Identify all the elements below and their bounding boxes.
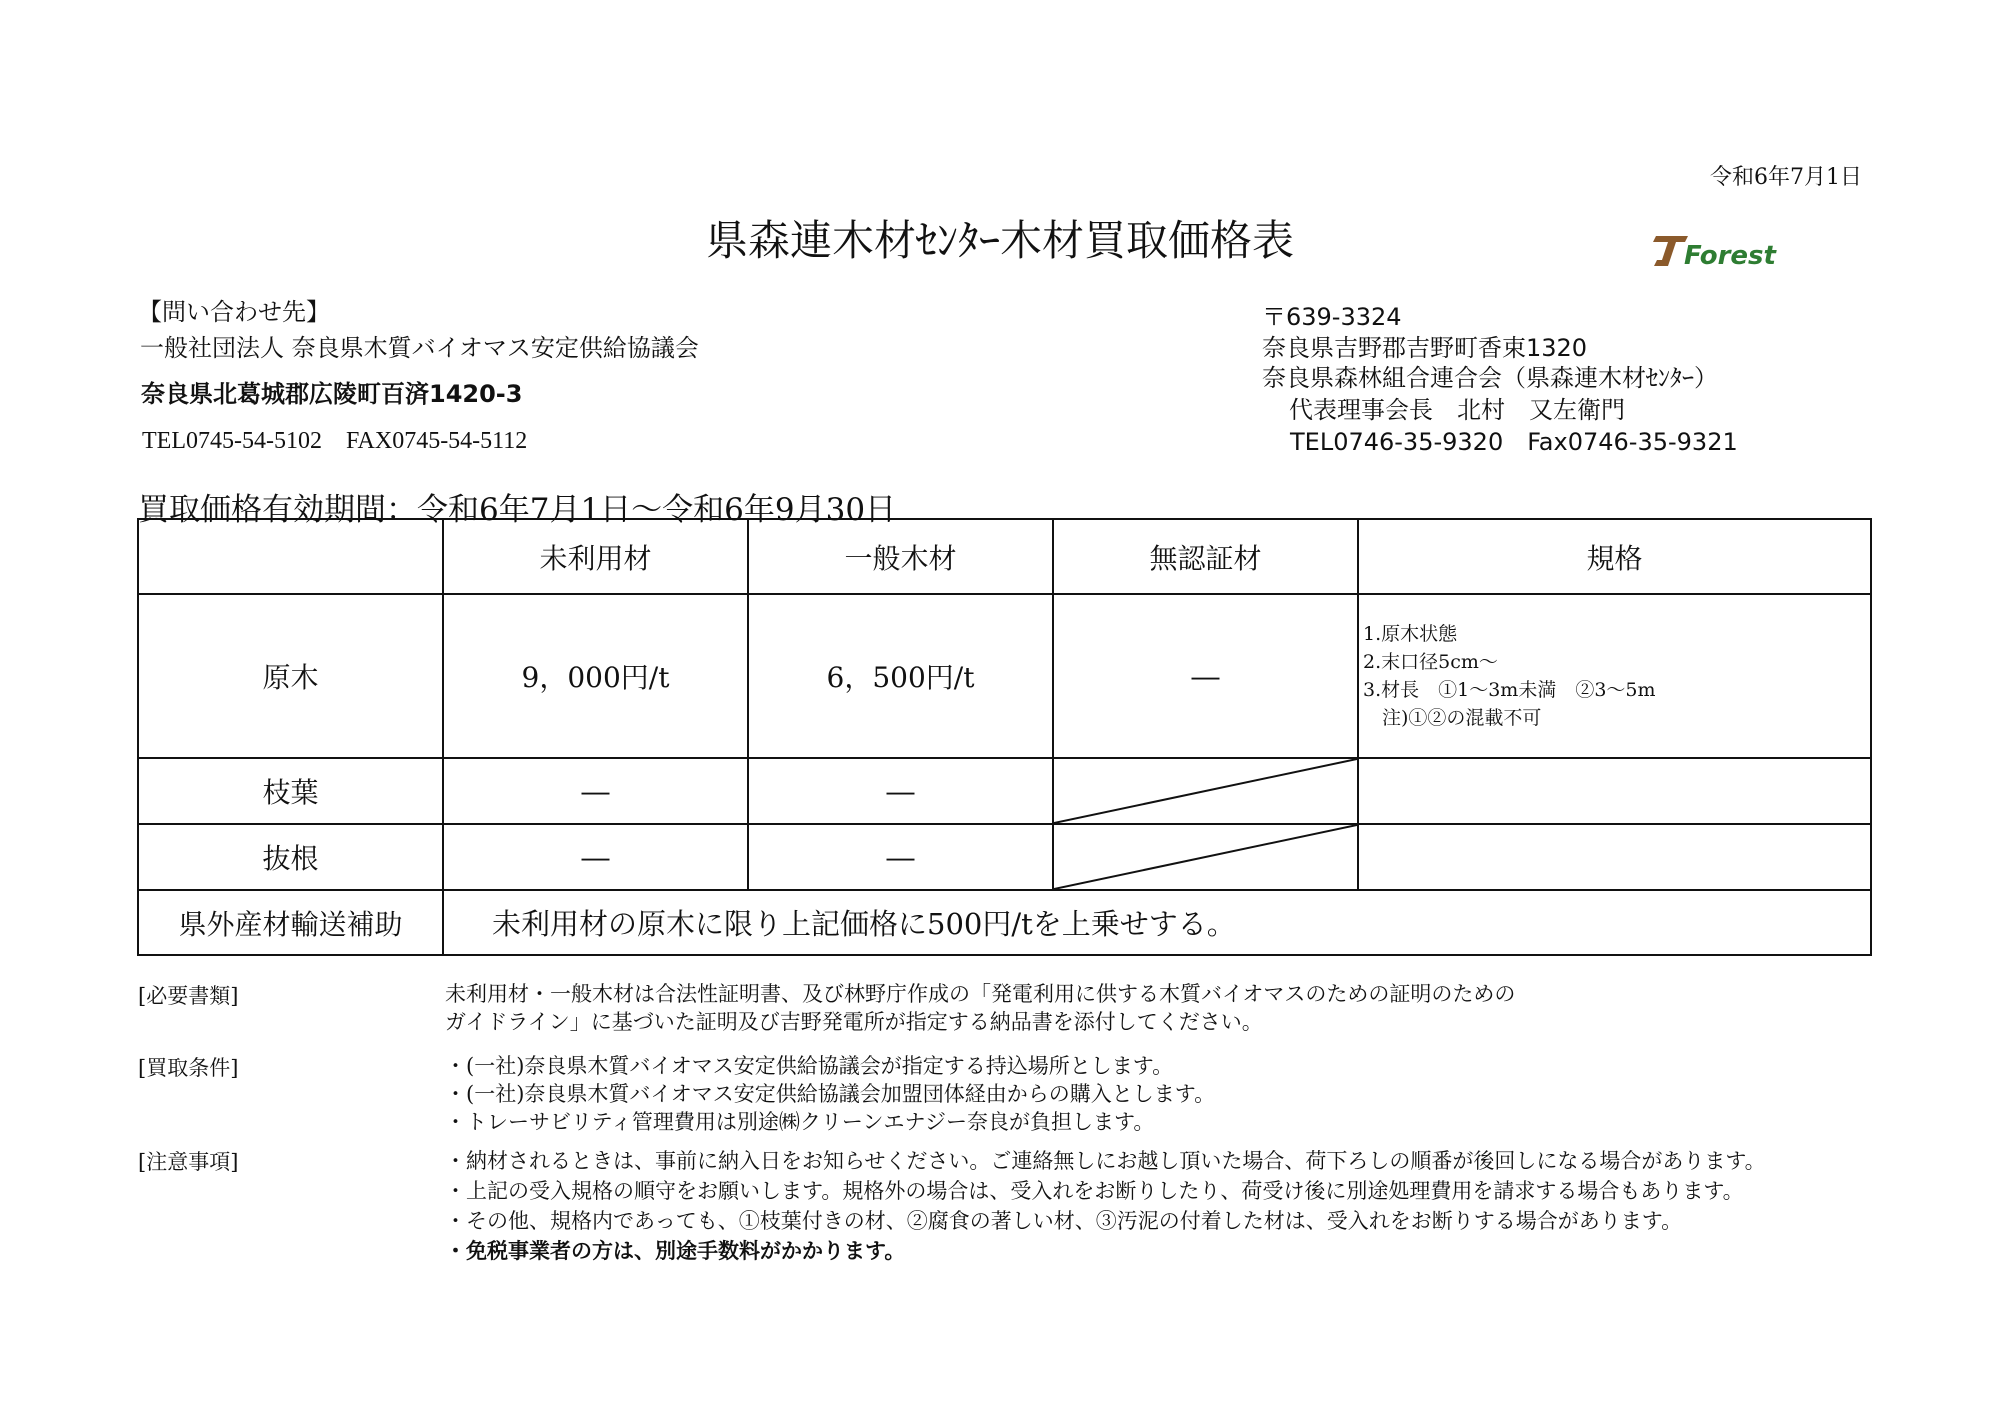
svg-text:Forest: Forest: [1684, 241, 1776, 271]
slashed-cell: [1053, 758, 1358, 824]
cautions-text: [445, 1146, 1766, 1266]
sender-tel-fax: TEL0746-35-9320 Fax0746-35-9321: [1290, 428, 1738, 456]
row-label: 枝葉: [138, 758, 443, 824]
subsidy-label: 県外産材輸送補助: [138, 890, 443, 955]
sender-zip: 〒639-3324: [1262, 303, 1402, 331]
price-unused: 9，000円/t: [443, 594, 748, 758]
sender-organization: 奈良県森林組合連合会（県森連木材ｾﾝﾀｰ）: [1262, 364, 1718, 392]
document-title: 県森連木材ｾﾝﾀｰ木材買取価格表: [705, 216, 1294, 265]
note-line: ・その他、規格内であっても、①枝葉付きの材、②腐食の著しい材、③汚泥の付着した材は、受入れをお断りする場合があります。: [445, 1209, 1683, 1233]
note-line: 未利用材・一般木材は合法性証明書、及び林野庁作成の「発電利用に供する木質バイオマスのための証明のための: [445, 982, 1516, 1006]
table-row: [138, 824, 1871, 890]
header-general-wood: 一般木材: [748, 519, 1053, 594]
contact-organization: 一般社団法人 奈良県木質バイオマス安定供給協議会: [140, 334, 699, 362]
table-header-row: [138, 519, 1871, 594]
note-line: ・トレーサビリティ管理費用は別途㈱クリーンエナジー奈良が負担します。: [445, 1110, 1155, 1134]
header-spec: 規格: [1358, 519, 1871, 594]
row-label: 抜根: [138, 824, 443, 890]
slashed-cell: [1053, 824, 1358, 890]
price-general: 6，500円/t: [748, 594, 1053, 758]
note-line-bold: ・免税事業者の方は、別途手数料がかかります。: [445, 1239, 906, 1263]
contact-tel-fax: TEL0745-54-5102 FAX0745-54-5112: [142, 428, 528, 454]
note-line: ・上記の受入規格の順守をお願いします。規格外の場合は、受入れをお断りしたり、荷受け後に別途処理費用を請求する場合もあります。: [445, 1179, 1744, 1203]
price-unused: ―: [443, 824, 748, 890]
documents-label: [必要書類]: [138, 984, 239, 1008]
spec-line: 1.原木状態: [1363, 623, 1458, 645]
contact-address: 奈良県北葛城郡広陵町百済1420-3: [141, 380, 523, 408]
row-label: 原木: [138, 594, 443, 758]
note-line: ガイドライン」に基づいた証明及び吉野発電所が指定する納品書を添付してください。: [445, 1010, 1263, 1034]
contact-heading: 【問い合わせ先】: [138, 298, 330, 326]
validity-period: 買取価格有効期間：令和6年7月1日～令和6年9月30日: [138, 492, 897, 528]
table-row: [138, 758, 1871, 824]
document-date: 令和6年7月1日: [1710, 165, 1862, 190]
header-uncertified-wood: 無認証材: [1053, 519, 1358, 594]
note-line: ・(一社)奈良県木質バイオマス安定供給協議会加盟団体経由からの購入とします。: [445, 1082, 1216, 1106]
empty-spec-cell: [1358, 824, 1871, 890]
conditions-text: [445, 1052, 1215, 1136]
note-line: ・(一社)奈良県木質バイオマス安定供給協議会が指定する持込場所とします。: [445, 1054, 1174, 1078]
price-general: ―: [748, 758, 1053, 824]
conditions-label: [買取条件]: [138, 1056, 239, 1080]
jforest-logo: [1648, 228, 1798, 274]
cautions-label: [注意事項]: [138, 1150, 239, 1174]
price-unused: ―: [443, 758, 748, 824]
price-general: ―: [748, 824, 1053, 890]
sender-representative: 代表理事会長 北村 又左衛門: [1289, 396, 1625, 424]
header-unused-wood: 未利用材: [443, 519, 748, 594]
subsidy-text: 未利用材の原木に限り上記価格に500円/tを上乗せする。: [443, 890, 1871, 955]
price-table: [137, 518, 1872, 956]
header-blank: [138, 519, 443, 594]
note-line: ・納材されるときは、事前に納入日をお知らせください。ご連絡無しにお越し頂いた場合、荷下ろしの順番が後回しになる場合があります。: [445, 1149, 1766, 1173]
table-row: [138, 890, 1871, 955]
price-uncertified: ―: [1053, 594, 1358, 758]
documents-text: [445, 980, 1515, 1036]
empty-spec-cell: [1358, 758, 1871, 824]
table-row: [138, 594, 1871, 758]
spec-line: 3.材長 ①1～3m未満 ②3～5m: [1363, 679, 1656, 701]
sender-address: 奈良県吉野郡吉野町香束1320: [1262, 334, 1588, 362]
spec-line: 2.末口径5cm～: [1363, 651, 1498, 673]
spec-cell: [1358, 594, 1871, 758]
spec-line: 注)①②の混載不可: [1363, 707, 1542, 729]
